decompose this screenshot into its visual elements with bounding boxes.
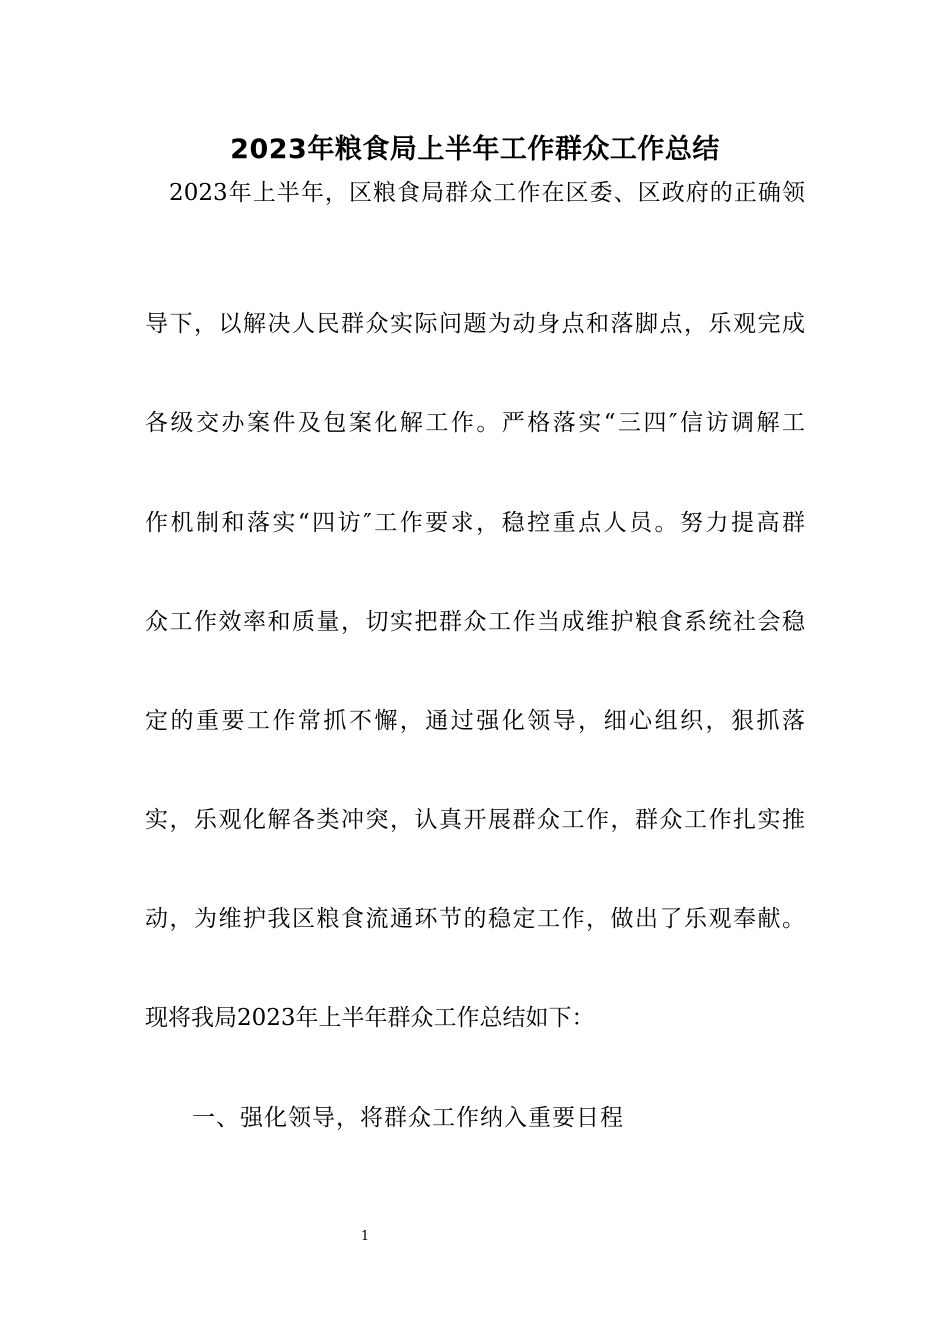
document-title: 2023年粮食局上半年工作群众工作总结 (230, 134, 720, 165)
paragraph-line: 各级交办案件及包案化解工作。严格落实“三四″信访调解工 (145, 410, 805, 436)
paragraph-line: 定的重要工作常抓不懈，通过强化领导，细心组织，狠抓落 (145, 708, 805, 734)
paragraph-line: 众工作效率和质量，切实把群众工作当成维护粮食系统社会稳 (145, 609, 805, 635)
paragraph-line: 动，为维护我区粮食流通环节的稳定工作，做出了乐观奉献。 (145, 906, 805, 932)
section-heading: 一、强化领导，将群众工作纳入重要日程 (192, 1105, 624, 1131)
paragraph-line: 作机制和落实“四访″工作要求，稳控重点人员。努力提高群 (145, 510, 805, 536)
paragraph-line: 实，乐观化解各类冲突，认真开展群众工作，群众工作扎实推 (145, 807, 805, 833)
paragraph-line: 2023年上半年，区粮食局群众工作在区委、区政府的正确领 (145, 180, 805, 206)
page-number: 1 (360, 1229, 370, 1244)
paragraph-line: 导下，以解决人民群众实际问题为动身点和落脚点，乐观完成 (145, 311, 805, 337)
paragraph-line: 现将我局2023年上半年群众工作总结如下： (145, 1005, 595, 1031)
